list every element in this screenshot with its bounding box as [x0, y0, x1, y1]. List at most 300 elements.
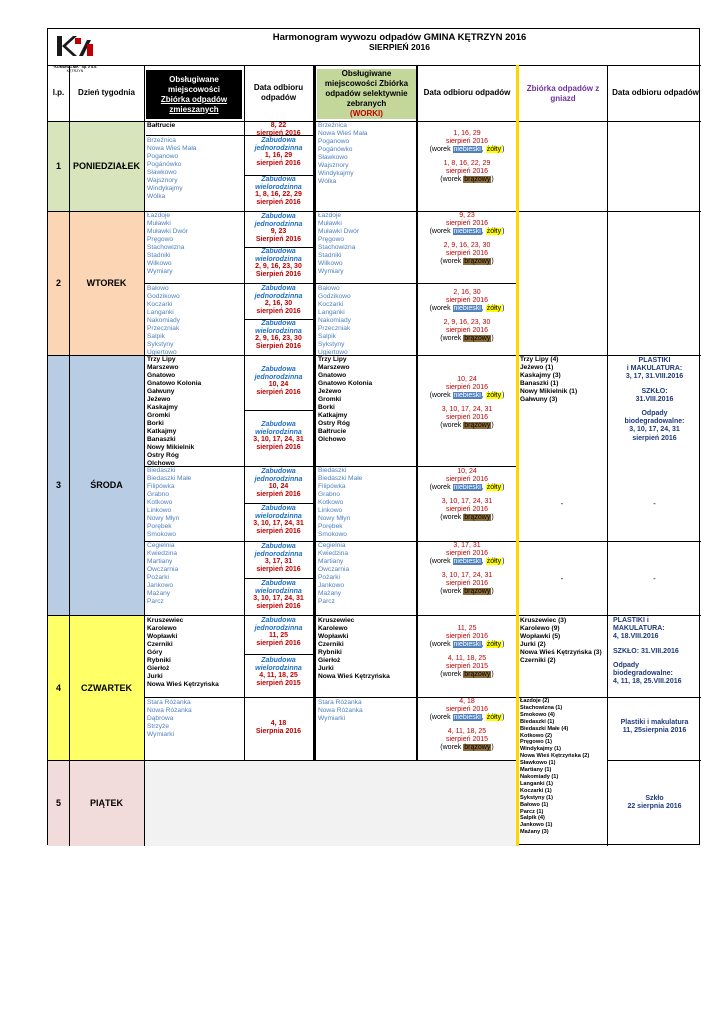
- bag-colors: [418, 146, 516, 154]
- logo-city: KĘTRZYN: [66, 69, 84, 73]
- thu-plastics: [610, 617, 701, 686]
- date-value: 1, 16, 29: [264, 152, 293, 160]
- text-item: Gromki: [147, 412, 171, 419]
- text-item: Smokowo: [147, 531, 176, 538]
- row-day-1: PONIEDZIAŁEK: [72, 161, 140, 171]
- list-item: Brzeźnica: [318, 122, 347, 129]
- list-item: Wajsznory: [318, 162, 349, 169]
- list-item: Muławki: [318, 220, 342, 227]
- list-item: Salpik: [318, 333, 336, 340]
- wed-b-sel-dates: [418, 468, 516, 522]
- tue-b-wielo: [244, 320, 313, 350]
- text-item: Gierłoż: [318, 657, 341, 664]
- text-item: Zabudowa wielorodzinna: [255, 248, 302, 263]
- text-item: 10, 24: [457, 468, 477, 475]
- text-item: ): [502, 558, 505, 565]
- text-item: Rybniki: [318, 649, 342, 656]
- thu-b-dates: [244, 720, 313, 735]
- text-item: sierpień 2016: [256, 490, 301, 498]
- text-item: sierpień 2016: [445, 250, 489, 257]
- tue-a-places: [145, 212, 243, 276]
- text-item: ): [502, 305, 505, 312]
- text-item: (worek: [440, 176, 462, 183]
- text-item: Czerniki: [147, 641, 173, 648]
- text-item: Olchowo: [147, 460, 175, 467]
- tue-b-places: [145, 285, 243, 357]
- text-item: 2, 16, 30: [264, 300, 293, 308]
- text-item: brązowy: [464, 335, 491, 342]
- col-day: Dzień tygodnia: [78, 88, 135, 97]
- list-item: Koczarki: [147, 301, 173, 308]
- col-gniazd: Zbiórka odpadów z gniazd: [526, 84, 600, 103]
- tue-b-sel-dates: [418, 289, 516, 343]
- text-item: Kwiedzina: [147, 550, 178, 557]
- wed-a-sel-dates: [418, 376, 516, 430]
- text-item: ): [502, 228, 505, 235]
- text-item: Biedaszki (1): [520, 718, 555, 725]
- text-item: Jurki: [318, 665, 334, 672]
- mon-sel-places: [316, 122, 415, 186]
- list-item: Sykstyny: [147, 341, 174, 348]
- text-item: Porębek: [147, 523, 172, 530]
- text-item: Cegielnia: [318, 542, 346, 549]
- text-item: Nowa Wieś Kętrzyńska: [147, 681, 219, 688]
- list-item: Łazdoje: [318, 212, 342, 219]
- text-item: Trzy Lipy: [318, 356, 347, 363]
- list-item: Stachowizna: [318, 244, 356, 251]
- text-item: brązowy: [464, 671, 491, 678]
- text-item: 31.VIII.2016: [635, 395, 674, 403]
- layout-block: [418, 258, 516, 266]
- text-item: ,: [481, 714, 484, 721]
- text-item: Nowa Różanka: [147, 707, 192, 714]
- list-item: Przeczniak: [318, 325, 351, 332]
- list-item: Muławki Dwór: [147, 228, 189, 235]
- text-item: brązowy: [464, 514, 491, 521]
- text-item: 10, 24: [457, 376, 477, 383]
- text-item: Gałwuny: [147, 388, 175, 395]
- thu-b-plastics: [608, 719, 701, 735]
- layout-block: [144, 283, 516, 284]
- row-num-1: 1: [55, 161, 61, 171]
- text-item: Wymiarki: [318, 715, 346, 722]
- text-item: ,: [481, 558, 484, 565]
- text-item: żółty: [486, 558, 502, 565]
- col-date2: Data odbioru odpadów: [423, 88, 511, 97]
- list-item: Pręgowo: [147, 236, 174, 243]
- text-item: ): [502, 392, 505, 399]
- text-item: Sierpień 2016: [255, 270, 302, 278]
- text-item: Strzyże: [147, 723, 169, 730]
- text-item: 3, 10, 17, 24, 31: [629, 426, 680, 434]
- layout-block: [418, 484, 516, 492]
- text-item: 4, 11, 18, 25: [447, 728, 487, 735]
- layout-block: [418, 714, 516, 722]
- text-item: Mażany: [147, 590, 171, 597]
- text-item: ,: [481, 146, 484, 153]
- text-item: Martiany: [318, 558, 344, 565]
- text-item: niebieski: [453, 228, 481, 235]
- thu-a-wielo: [244, 657, 313, 687]
- text-item: Windykajmy (1): [520, 746, 561, 753]
- text-item: sierpień 2016: [445, 476, 489, 483]
- text-item: Sierpnia 2016: [255, 727, 302, 735]
- text-item: niebieski: [453, 714, 481, 721]
- tue-a-sel-dates: [418, 212, 516, 266]
- thu-a-sel-dates: [418, 625, 516, 679]
- text-item: sierpień 2015: [256, 679, 301, 687]
- layout-block: [418, 558, 516, 566]
- row-num-4: 4: [55, 682, 61, 693]
- text-item: Langanki (1): [520, 780, 553, 787]
- list-item: Brzeźnica: [147, 137, 176, 144]
- text-item: Jankowo (1): [520, 822, 553, 829]
- list-item: Stadniki: [147, 252, 171, 259]
- text-item: (worek: [429, 392, 451, 399]
- text-item: Nowy Mikielnik: [147, 444, 195, 451]
- wed-b-wielo: [244, 505, 313, 535]
- list-item: Wajsznory: [147, 177, 178, 184]
- text-item: Biedaszki Małe (4): [520, 725, 569, 732]
- text-item: Banaszki: [147, 436, 176, 443]
- text-item: Parcz: [147, 598, 164, 605]
- text-item: Bałtrucie: [318, 428, 347, 435]
- text-item: ): [491, 744, 494, 751]
- text-item: brązowy: [464, 258, 491, 265]
- text-item: Borki: [318, 404, 335, 411]
- text-item: Czerniki: [318, 641, 344, 648]
- list-item: Nowa Wieś Mała: [318, 130, 368, 137]
- list-item: Pręgowo: [318, 236, 345, 243]
- text-item: biodegradowalne:: [613, 670, 673, 678]
- list-item: Godzikowo: [147, 293, 180, 300]
- text-item: Parcz (1): [520, 808, 544, 815]
- text-item: PLASTIKI i: [613, 617, 649, 624]
- text-item: 4, 18.VIII.2016: [613, 633, 659, 641]
- text-item: Jeżewo: [318, 388, 342, 395]
- text-item: Jeżewo: [147, 396, 171, 403]
- layout-block: [418, 392, 516, 400]
- text-item: (worek: [429, 228, 451, 235]
- text-item: Karolewo (9): [520, 625, 560, 632]
- text-item: SZKŁO: 31.VIII.2016: [613, 647, 679, 655]
- text-item: Stara Różanka: [147, 699, 191, 706]
- layout-block: [418, 422, 516, 430]
- text-item: Zabudowa wielorodzinna: [255, 505, 302, 520]
- text-item: Kotkowo: [147, 499, 173, 506]
- text-item: ,: [481, 392, 484, 399]
- date-value: 1, 16, 29: [453, 130, 481, 137]
- text-item: Katkajmy: [147, 428, 177, 435]
- text-item: sierpień 2016: [256, 527, 301, 535]
- text-item: 2, 9, 16, 23, 30: [443, 242, 491, 249]
- text-item: Nowy Młyn: [318, 515, 351, 522]
- text-item: (worek: [440, 588, 462, 595]
- text-item: Kotkowo: [318, 499, 344, 506]
- text-item: ,: [481, 228, 484, 235]
- text-item: 4, 18: [459, 698, 475, 705]
- text-item: sierpień 2016: [256, 639, 301, 647]
- layout-block: [418, 228, 516, 236]
- page-title: Harmonogram wywozu odpadów GMINA KĘTRZYN 2016: [272, 32, 527, 43]
- text-item: 3, 17, 31: [264, 558, 293, 566]
- text-item: sierpień 2016: [445, 414, 489, 421]
- wed-a-sel-places: [316, 356, 415, 444]
- text-item: 3, 10, 17, 24, 31: [253, 520, 304, 528]
- text-item: sierpień 2016: [445, 550, 489, 557]
- text-item: niebieski: [453, 392, 481, 399]
- list-item: Koczarki: [318, 301, 344, 308]
- col-mixed-line1: Obsługiwane miejscowości: [167, 74, 221, 94]
- text-item: żółty: [486, 146, 502, 153]
- text-item: Nowa Wieś Kętrzyńska (2): [520, 753, 590, 760]
- text-item: brązowy: [464, 176, 491, 183]
- text-item: niebieski: [453, 484, 481, 491]
- schedule-sheet: [47, 28, 700, 845]
- text-item: Nowa Wieś Kętrzyńska: [318, 673, 390, 680]
- bag-colors: [418, 176, 516, 184]
- text-item: Zabudowa wielorodzinna: [255, 657, 302, 672]
- text-item: żółty: [486, 392, 502, 399]
- wed-c-places: [145, 542, 243, 606]
- mon-b-places: [145, 137, 243, 201]
- text-item: Sierpień 2016: [255, 342, 302, 350]
- list-item: Ugiertowo: [318, 349, 348, 356]
- text-item: Rybniki: [147, 657, 171, 664]
- col-sel-worki: (WORKI): [350, 109, 383, 118]
- text-item: (worek: [440, 335, 462, 342]
- list-item: Nakomiady: [147, 317, 180, 324]
- text-item: Kaskajmy (3): [520, 372, 561, 379]
- list-item: Stadniki: [318, 252, 342, 259]
- text-item: Parcz: [318, 598, 335, 605]
- text-item: Kaskajmy: [147, 404, 178, 411]
- date-month: sierpień 2016: [256, 129, 301, 137]
- tue-b-jedn: [244, 285, 313, 315]
- thu-gniazd: [518, 617, 606, 665]
- text-item: sierpień 2016: [256, 565, 301, 573]
- text-item: Nowa Wieś Kętrzyńska (3): [520, 649, 602, 656]
- text-item: 11, 25sierpnia 2016: [622, 727, 687, 735]
- col-mixed-line2: Zbiórka odpadów zmieszanych: [160, 94, 228, 114]
- text-item: Porębek: [318, 523, 343, 530]
- text-item: żółty: [486, 228, 502, 235]
- text-item: sierpień 2016: [445, 327, 489, 334]
- text-item: Nakomiady (1): [520, 773, 559, 780]
- wed-c-sel-places: [316, 542, 415, 606]
- date-month: sierpień 2016: [445, 138, 489, 145]
- list-item: Sławkowo: [147, 169, 177, 176]
- row-day-3: ŚRODA: [90, 480, 123, 490]
- gniazd-list-large: [518, 698, 606, 836]
- date-value: 1, 8, 16, 22, 29: [255, 191, 302, 199]
- text-item: ,: [481, 484, 484, 491]
- text-item: sierpień 2016: [256, 602, 301, 610]
- text-item: Wopławki: [147, 633, 178, 640]
- text-item: 22 sierpnia 2016: [627, 803, 682, 811]
- wed-a-places: [145, 356, 243, 468]
- col-date3: Data odbioru odpadów: [612, 88, 699, 97]
- layout-block: [146, 135, 244, 136]
- text-item: 3, 10, 17, 24, 31: [441, 572, 493, 579]
- text-item: Kotkowo (2): [520, 732, 553, 739]
- text-item: ): [491, 335, 494, 342]
- zab-label: Zabudowa jednorodzinna: [254, 137, 303, 152]
- mon-sel-dates: [418, 130, 516, 184]
- list-item: Wólka: [318, 178, 337, 185]
- text-item: Zabudowa wielorodzinna: [255, 580, 302, 595]
- tue-a-jedn: [244, 213, 313, 243]
- text-item: Ostry Róg: [147, 452, 179, 459]
- text-item: 9, 23: [459, 212, 475, 219]
- text-item: Zabudowa jednorodzinna: [254, 468, 303, 483]
- text-item: Linkowo: [318, 507, 343, 514]
- text-item: Marszewo: [147, 364, 179, 371]
- text-item: sierpień 2016: [256, 388, 301, 396]
- text-item: 3, 10, 17, 24, 31: [253, 595, 304, 603]
- layout-block: [244, 65, 245, 760]
- text-item: Martiany (1): [520, 767, 552, 774]
- layout-block: [244, 503, 313, 504]
- layout-block: [418, 671, 516, 679]
- text-item: Linkowo: [147, 507, 172, 514]
- text-item: Łazdoje (2): [520, 698, 550, 704]
- text-item: 10, 24: [268, 483, 289, 491]
- row-num-5: 5: [55, 798, 61, 808]
- text-item: SZKŁO:: [641, 387, 668, 395]
- text-item: Gnatowo: [318, 372, 347, 379]
- text-item: Smokowo: [318, 531, 347, 538]
- list-item: Muławki: [147, 220, 171, 227]
- text-item: 3, 10, 17, 24, 31: [441, 406, 493, 413]
- text-item: Mażany (3): [520, 829, 549, 836]
- text-item: Odpady: [641, 410, 668, 418]
- text-item: (worek: [440, 671, 462, 678]
- list-item: Langanki: [147, 309, 174, 316]
- col-mixed-header: [146, 70, 242, 119]
- layout-block: [244, 654, 313, 655]
- text-item: Kwiedzina: [318, 550, 349, 557]
- col-lp: l.p.: [52, 88, 65, 97]
- fri-glass: [608, 795, 701, 811]
- tue-b-sel-places: [316, 285, 415, 357]
- text-item: ): [491, 588, 494, 595]
- text-item: Dąbrowa: [147, 715, 174, 722]
- text-item: Biedaszki Małe: [147, 475, 192, 482]
- text-item: Szkło: [645, 795, 664, 802]
- text-item: niebieski: [453, 146, 481, 153]
- text-item: i MAKULATURA:: [626, 365, 683, 373]
- list-item: Stachowizna: [147, 244, 185, 251]
- wed-b-sel-places: [316, 467, 415, 539]
- row-day-2: WTOREK: [86, 278, 127, 288]
- col-date1: Data odbioru odpadów: [253, 83, 304, 102]
- text-item: Bałowo (1): [520, 801, 549, 808]
- thu-a-jedn: [244, 617, 313, 647]
- date-month: sierpień 2016: [256, 159, 301, 167]
- text-item: (worek: [429, 558, 451, 565]
- text-item: 3, 10, 17, 24, 31: [253, 436, 304, 444]
- list-item: Pogánówko: [147, 161, 182, 168]
- mon-a-dates: [244, 122, 313, 137]
- thu-a-places: [145, 617, 243, 689]
- thu-b-sel-places: [316, 699, 415, 723]
- text-item: PLASTIKI: [638, 357, 671, 364]
- layout-block: [418, 514, 516, 522]
- list-item: Wymiary: [147, 268, 173, 275]
- list-item: Godzikowo: [318, 293, 351, 300]
- text-item: niebieski: [453, 558, 481, 565]
- text-item: 4, 18: [270, 720, 287, 727]
- text-item: ): [491, 671, 494, 678]
- text-item: Zabudowa wielorodzinna: [255, 320, 302, 335]
- text-item: ,: [481, 305, 484, 312]
- text-item: 10, 24: [268, 381, 289, 389]
- text-item: Zabudowa jednorodzinna: [254, 285, 303, 300]
- text-item: sierpień 2016: [445, 633, 489, 640]
- list-item: Przeczniak: [147, 325, 180, 332]
- col-sel-header: [317, 69, 416, 119]
- list-item: Łazdoje: [147, 212, 171, 219]
- row-num-2: 2: [55, 278, 61, 288]
- text-item: Plastiki i makulatura: [620, 719, 689, 726]
- page-subtitle: SIERPIEŃ 2016: [369, 42, 430, 52]
- text-item: Jankowo: [147, 582, 174, 589]
- text-item: Gnatowo Kolonia: [318, 380, 373, 387]
- text-item: Zabudowa jednorodzinna: [254, 617, 303, 632]
- text-item: Jurki (2): [520, 641, 546, 648]
- text-item: niebieski: [453, 641, 481, 648]
- text-item: Jankowo: [318, 582, 345, 589]
- text-item: Salpik (4): [520, 815, 545, 822]
- mon-b-wielo: [244, 176, 313, 206]
- wed-c-sel-dates: [418, 542, 516, 596]
- layout-block: [48, 615, 701, 616]
- text-item: żółty: [486, 484, 502, 491]
- text-item: żółty: [486, 714, 502, 721]
- text-item: Gromki: [318, 396, 342, 403]
- text-item: Biedaszki: [318, 467, 347, 474]
- list-item: Ugiertowo: [147, 349, 177, 356]
- text-item: ): [491, 176, 494, 183]
- list-item: Bałtrucie: [147, 122, 176, 129]
- text-item: Wymiarki: [147, 731, 175, 738]
- list-item: Langanki: [318, 309, 345, 316]
- date-value: 8, 22: [270, 122, 287, 129]
- text-item: brązowy: [464, 422, 491, 429]
- text-item: Mażany: [318, 590, 342, 597]
- text-item: Kruszewiec (3): [520, 617, 567, 624]
- wed-gniazd: [518, 356, 606, 404]
- text-item: ): [491, 258, 494, 265]
- text-item: ): [502, 146, 505, 153]
- text-item: (worek: [429, 641, 451, 648]
- logo-company: "KOMUNALNIK" Sp. z o.o.: [52, 65, 98, 69]
- wed-a-wielo: [244, 421, 313, 451]
- date-month: sierpień 2016: [256, 198, 301, 206]
- text-item: Karolewo: [318, 625, 348, 632]
- layout-block: [418, 588, 516, 596]
- text-item: Gnatowo: [147, 372, 176, 379]
- text-item: Stara Różanka: [318, 699, 362, 706]
- text-item: 11, 25: [457, 625, 477, 632]
- text-item: sierpień 2016: [256, 307, 301, 315]
- text-item: Góry: [147, 649, 163, 656]
- layout-block: [607, 760, 701, 761]
- row-day-4: CZWARTEK: [81, 682, 132, 693]
- text-item: brązowy: [464, 744, 491, 751]
- list-item: Muławki Dwór: [318, 228, 360, 235]
